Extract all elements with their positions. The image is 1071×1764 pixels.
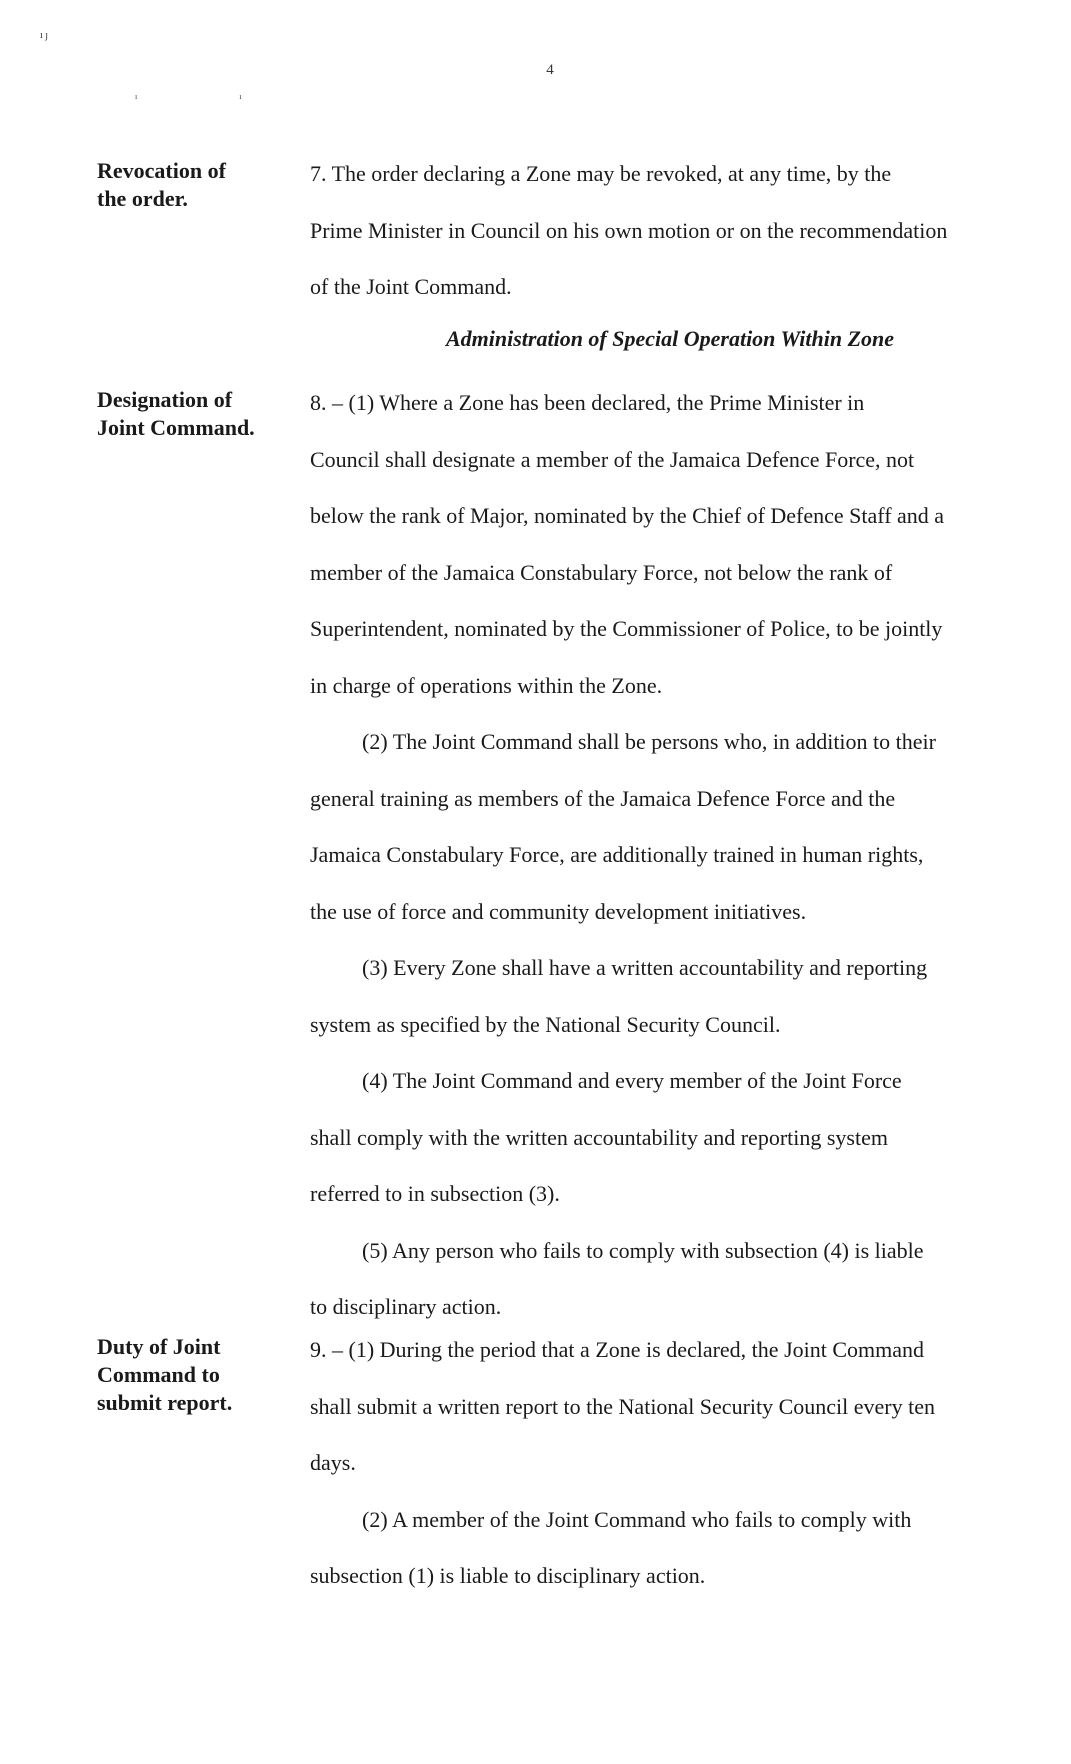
sidenote-line: Revocation of <box>97 158 226 183</box>
text-line: (4) The Joint Command and every member of the Joint Force <box>362 1068 902 1093</box>
text-line: general training as members of the Jamaica Defence Force and the <box>310 785 896 811</box>
text-line: subsection (1) is liable to disciplinary action. <box>310 1563 706 1588</box>
text-line: Prime Minister in Council on his own motion or on the recommendation <box>310 217 948 243</box>
sidenote-line: Designation of <box>97 387 233 412</box>
text-line: (5) Any person who fails to comply with subsection (4) is liable <box>362 1237 924 1263</box>
text-line: the use of force and community development initiatives. <box>310 898 807 924</box>
text-line: Jamaica Constabulary Force, are additionally trained in human rights, <box>310 842 924 867</box>
text-line: in charge of operations within the Zone. <box>310 672 663 698</box>
text-line: system as specified by the National Security Council. <box>310 1011 781 1037</box>
sidenote-revocation <box>97 157 277 213</box>
text-line: Council shall designate a member of the Jamaica Defence Force, not <box>310 446 915 472</box>
text-line: (2) A member of the Joint Command who fails to comply with <box>362 1506 912 1532</box>
text-line: shall comply with the written accountability and reporting system <box>310 1124 888 1150</box>
sidenote-line: submit report. <box>97 1390 233 1415</box>
sidenote-designation <box>97 386 277 442</box>
text-line: referred to in subsection (3). <box>310 1181 560 1206</box>
text-line: Superintendent, nominated by the Commissioner of Police, to be jointly <box>310 616 943 641</box>
text-line: (3) Every Zone shall have a written accountability and reporting <box>362 955 928 980</box>
page-number: 4 <box>546 62 554 78</box>
text-line: shall submit a written report to the National Security Council every ten <box>310 1393 936 1419</box>
section-8-text <box>310 375 1030 1336</box>
section-heading: Administration of Special Operation Within Zone <box>445 326 895 351</box>
scan-speck-marks: ı ȷ <box>40 30 49 41</box>
sidenote-line: Joint Command. <box>97 415 255 440</box>
text-line: 8. – (1) Where a Zone has been declared, the Prime Minister in <box>310 390 865 415</box>
sidenote-duty-report <box>97 1333 277 1417</box>
text-line: 7. The order declaring a Zone may be revoked, at any time, by the <box>310 161 892 186</box>
section-9-text <box>310 1322 1030 1605</box>
sidenote-line: the order. <box>97 186 188 211</box>
section-7-text <box>310 146 1030 316</box>
sidenote-line: Command to <box>97 1362 220 1387</box>
scan-speck-marks-2: ı ı <box>135 92 292 101</box>
text-line: 9. – (1) During the period that a Zone is declared, the Joint Command <box>310 1337 925 1362</box>
sidenote-line: Duty of Joint <box>97 1334 221 1359</box>
text-line: to disciplinary action. <box>310 1294 502 1319</box>
text-line: below the rank of Major, nominated by the Chief of Defence Staff and a <box>310 503 945 528</box>
text-line: days. <box>310 1450 356 1475</box>
text-line: (2) The Joint Command shall be persons who, in addition to their <box>362 729 936 754</box>
text-line: member of the Jamaica Constabulary Force, not below the rank of <box>310 559 893 585</box>
text-line: of the Joint Command. <box>310 274 512 299</box>
